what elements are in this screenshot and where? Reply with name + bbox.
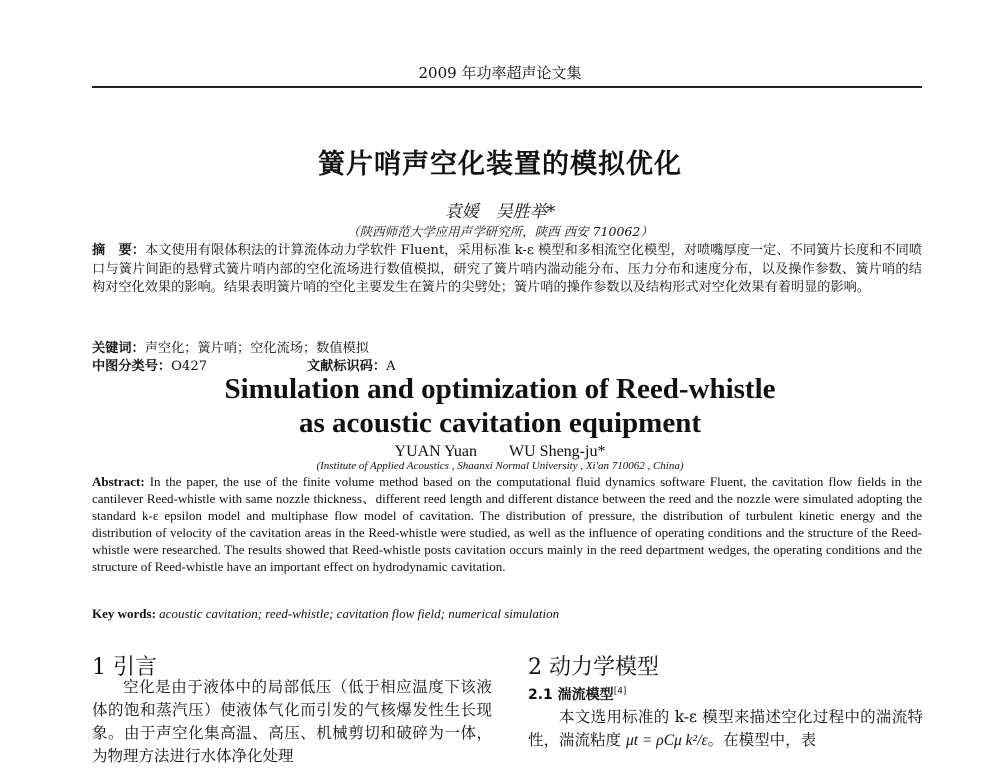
doc-value: A [386, 359, 396, 374]
english-abstract [92, 474, 922, 575]
english-keywords [92, 606, 922, 622]
section-1-body [92, 676, 492, 768]
clc-value: O427 [171, 359, 208, 374]
chinese-keywords [92, 337, 922, 356]
subsection-2-1-title: 2.1 湍流模型 [528, 687, 614, 703]
subsection-2-1-heading [528, 684, 626, 704]
chinese-authors: 袁媛 吴胜举* [444, 202, 556, 222]
english-affiliation: (Institute of Applied Acoustics , Shaanxi Normal University , Xi'an 710062 , China) [316, 460, 684, 472]
section-2-text-b: 。在模型中，表 [707, 731, 817, 749]
section-1-paragraph: 空化是由于液体中的局部低压（低于相应温度下该液体的饱和蒸汽压）使液体气化而引发的气核爆发性生长现象。由于声空化集高温、高压、机械剪切和破碎为一体，为物理方法进行水体净化处理 [92, 678, 492, 765]
section-1-heading: 1 引言 [92, 655, 157, 680]
chinese-affiliation: （陕西师范大学应用声学研究所，陕西 西安 710062） [347, 224, 653, 239]
chinese-abstract-text: 本文使用有限体积法的计算流体动力学软件 Fluent，采用标准 k-ε 模型和多相流空化模型，对喷嘴厚度一定、不同簧片长度和不同喷口与簧片间距的悬臂式簧片哨内部的空化流场进行数值模拟，研究了簧片哨内湍动能分布、压力分布和速度分布，以及操作参数、簧片哨的结构对空化效果的影响。结果表明簧片哨的空化主要发生在簧片的尖劈处；簧片哨的操作参数以及结构形式对空化效果有着明显的影响。 [92, 243, 923, 295]
english-abstract-text: In the paper, the use of the finite volume method based on the computational fluid dynamics software Fluent, the cavitation flow fields in the cantilever Reed-whistle with same nozzle thickness、different reed length and different distance between the reed and the nozzle were simulated adopting the standard k-ε epsilon model and multiphase flow model of cavitation. The distribution of pressure, the distribution of turbulent kinetic energy and the distribution of velocity of the cavitation areas in the Reed-whistle were studied, as well as the influence of operating conditions and the structure of the Reed-whistle were researched. The results showed that Reed-whistle posts cavitation occurs mainly in the reed department wedges, the operating conditions and the structure of Reed-whistle have an important effect on hydrodynamic cavitation. [92, 474, 922, 574]
clc-label: 中图分类号： [92, 359, 172, 374]
english-title-line1: Simulation and optimization of Reed-whistle [224, 373, 776, 405]
running-header: 2009 年功率超声论文集 [418, 64, 582, 82]
section-2-text-a: 本文选用标准的 k-ε 模型来描述空化过程中的湍流特性，湍流粘度 [528, 708, 923, 749]
english-title-line2: as acoustic cavitation equipment [299, 407, 701, 439]
citation-ref: [4] [613, 686, 627, 697]
english-keywords-text: acoustic cavitation; reed-whistle; cavitation flow field; numerical simulation [159, 606, 560, 621]
english-title [0, 372, 1000, 440]
chinese-abstract [92, 242, 922, 298]
doc-label: 文献标识码： [307, 359, 387, 374]
english-abstract-label: Abstract: [92, 474, 145, 489]
english-authors: YUAN Yuan WU Sheng-ju* [394, 443, 606, 460]
chinese-abstract-label: 摘 要： [92, 243, 145, 258]
header-rule [92, 86, 922, 88]
chinese-keywords-label: 关键词： [92, 341, 145, 356]
section-2-body [528, 706, 923, 752]
turbulent-viscosity-formula: μt = ρCμ k²/ε [625, 732, 708, 749]
section-2-heading: 2 动力学模型 [528, 655, 659, 680]
chinese-keywords-text: 声空化；簧片哨；空化流场；数值模拟 [144, 341, 369, 356]
english-keywords-label: Key words: [92, 606, 156, 621]
chinese-title: 簧片哨声空化装置的模拟优化 [318, 149, 682, 180]
